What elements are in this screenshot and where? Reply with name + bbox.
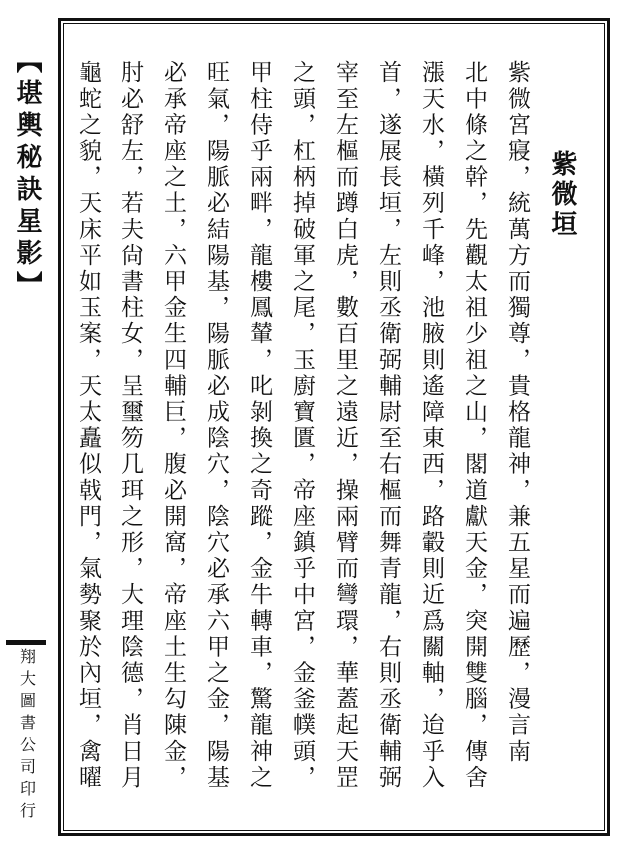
text-column: 龜蛇之貌，天床平如玉案，天太矗似戟門，氣勢聚於內垣，禽曜 (75, 60, 101, 791)
book-title: 【堪輿秘訣星影】 (12, 47, 42, 303)
text-column: 北中條之幹，先觀太祖少祖之山，閣道獻天金，突開雙腦，傳舍 (461, 60, 487, 791)
text-column: 甲柱侍乎兩畔，龍樓鳳輦，叱剝換之奇蹤，金牛轉車，驚龍神之 (246, 60, 272, 791)
publisher-imprint: 翔大圖書公司印行 (17, 648, 37, 824)
text-column: 肘必舒左，若夫尙書柱女，呈璽笏几珥之形，大理陰德，肖日月 (117, 60, 143, 791)
text-column: 首，遂展長垣，左則丞衛弼輔尉至右樞而舞青龍，右則丞衛輔弼 (375, 60, 401, 791)
text-column: 之頭，杠柄掉破軍之尾，玉廚寶匱，帝座鎮乎中宮，金釜幞頭， (289, 60, 315, 791)
chapter-heading: 紫微垣 (547, 150, 577, 240)
text-column: 旺氣，陽脈必結陽基，陽脈必成陰穴，陰穴必承六甲之金，陽基 (203, 60, 229, 791)
publisher-divider (6, 640, 46, 645)
text-column: 必承帝座之土，六甲金生四輔巨，腹必開窩，帝座土生勾陳金， (160, 60, 186, 791)
text-column: 漲天水，橫列千峰，池腋則遙障東西，路轂則近爲關軸，迨乎入 (418, 60, 444, 791)
text-column: 宰至左樞而蹲白虎，數百里之遠近，操兩臂而彎環，華蓋起天罡 (332, 60, 358, 791)
text-column: 紫微宮寢，統萬方而獨尊，貴格龍神，兼五星而遍歷，漫言南 (504, 60, 530, 765)
